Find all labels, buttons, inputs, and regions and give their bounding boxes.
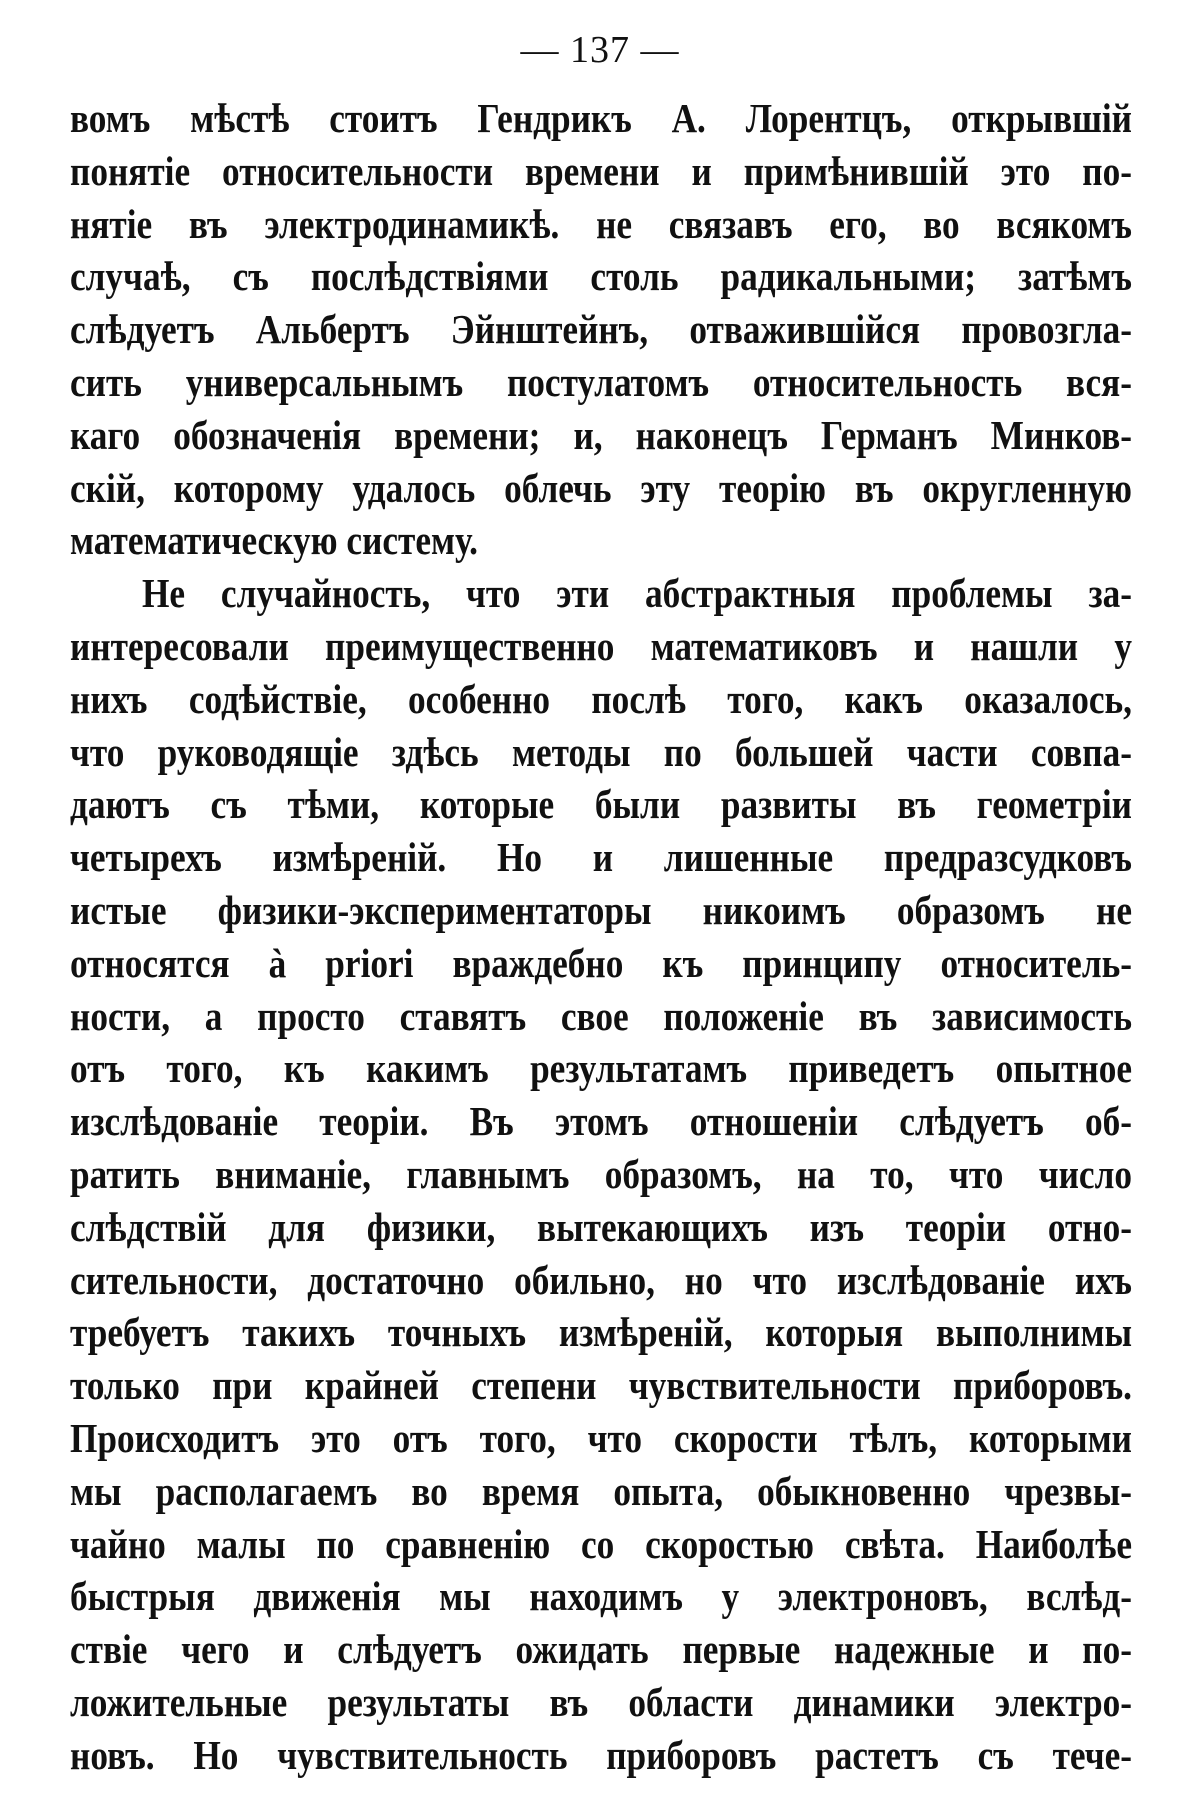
- text-line: ствіе чего и слѣдуетъ ожидать первые надежные и по-: [70, 1626, 1132, 1673]
- text-line: даютъ съ тѣми, которые были развиты въ геометріи: [70, 781, 1132, 828]
- text-line: только при крайней степени чувствительности приборовъ.: [70, 1362, 1132, 1409]
- page-number: — 137 —: [520, 29, 680, 71]
- text-line: Происходитъ это отъ того, что скорости тѣлъ, которыми: [70, 1414, 1132, 1461]
- text-line: интересовали преимущественно математиковъ и нашли у: [70, 622, 1132, 669]
- text-line: отъ того, къ какимъ результатамъ приведетъ опытное: [70, 1045, 1132, 1092]
- text-line: Не случайность, что эти абстрактныя проблемы за-: [142, 570, 1132, 617]
- text-line: математическую систему.: [70, 517, 478, 564]
- text-line: что руководящіе здѣсь методы по большей части совпа-: [70, 728, 1132, 775]
- text-line: быстрыя движенія мы находимъ у электроновъ, вслѣд-: [70, 1573, 1132, 1620]
- text-line: ратить вниманіе, главнымъ образомъ, на то, что число: [70, 1150, 1132, 1197]
- paragraph-2: [70, 567, 1132, 1781]
- text-line: ложительные результаты въ области динамики электро-: [70, 1678, 1132, 1725]
- text-line: четырехъ измѣреній. Но и лишенные предразсудковъ: [70, 834, 1132, 881]
- text-line: скій, которому удалось облечь эту теорію въ округленную: [70, 464, 1132, 511]
- text-line: мы располагаемъ во время опыта, обыкновенно чрезвы-: [70, 1467, 1132, 1514]
- text-line: случаѣ, съ послѣдствіями столь радикальными; затѣмъ: [70, 253, 1132, 300]
- text-line: истые физики-экспериментаторы никоимъ образомъ не: [70, 886, 1132, 933]
- text-line: чайно малы по сравненію со скоростью свѣта. Наиболѣе: [70, 1520, 1132, 1567]
- text-line: слѣдствій для физики, вытекающихъ изъ теоріи отно-: [70, 1203, 1132, 1250]
- text-line: изслѣдованіе теоріи. Въ этомъ отношеніи слѣдуетъ об-: [70, 1098, 1132, 1145]
- paragraph-1: [70, 92, 1132, 567]
- text-line: новъ. Но чувствительность приборовъ растетъ съ тече-: [70, 1731, 1132, 1778]
- text-line: требуетъ такихъ точныхъ измѣреній, которыя выполнимы: [70, 1309, 1132, 1356]
- text-line: сить универсальнымъ постулатомъ относительность вся-: [70, 358, 1132, 405]
- text-line: нятіе въ электродинамикѣ. не связавъ его, во всякомъ: [70, 200, 1132, 247]
- text-line: понятіе относительности времени и примѣнившій это по-: [70, 147, 1132, 194]
- text-line: вомъ мѣстѣ стоитъ Гендрикъ А. Лорентцъ, открывшій: [70, 95, 1132, 141]
- body-text: [70, 92, 1132, 1782]
- text-line: сительности, достаточно обильно, но что изслѣдованіе ихъ: [70, 1256, 1132, 1303]
- text-line: каго обозначенія времени; и, наконецъ Германъ Минков-: [70, 411, 1132, 458]
- text-line: ности, а просто ставятъ свое положеніе въ зависимость: [70, 992, 1132, 1039]
- text-line: слѣдуетъ Альбертъ Эйнштейнъ, отважившійся провозгла-: [70, 306, 1132, 353]
- text-line: относятся à priori враждебно къ принципу относитель-: [70, 939, 1132, 986]
- text-line: нихъ содѣйствіе, особенно послѣ того, какъ оказалось,: [70, 675, 1132, 722]
